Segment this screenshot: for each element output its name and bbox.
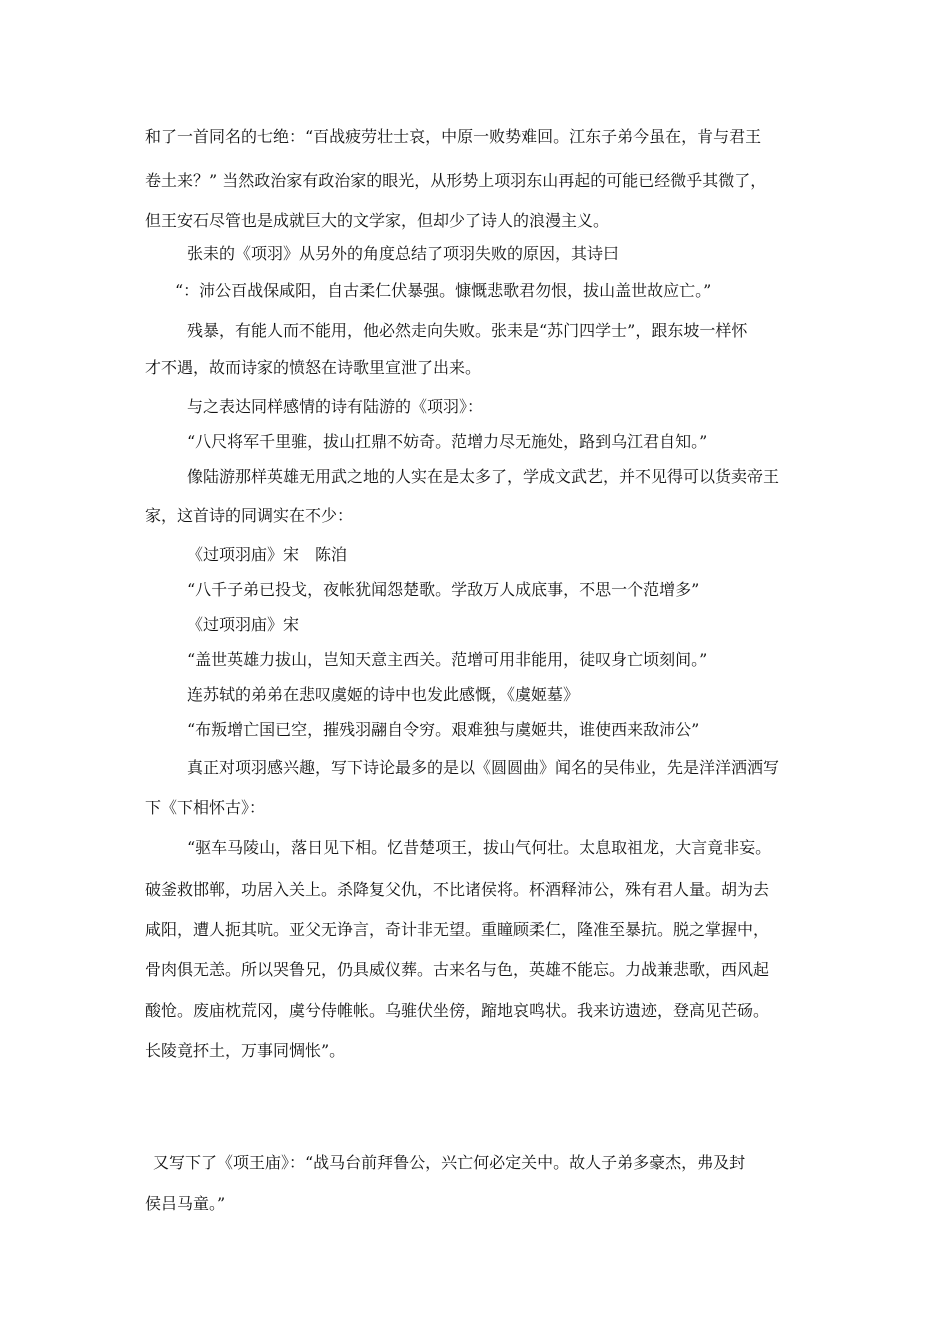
text-line: “：沛公百战保咸阳，自古柔仁伏暴强。慷慨悲歌君勿恨，拔山盖世故应亡。”: [175, 281, 712, 300]
text-line: “八尺将军千里骓，拔山扛鼎不妨奇。范增力尽无施处，路到乌江君自知。”: [187, 432, 708, 451]
text-line: 骨肉俱无恙。所以哭鲁兄，仍具威仪葬。古来名与色，英雄不能忘。力战兼悲歌，西风起: [145, 960, 770, 979]
text-line: 残暴，有能人而不能用，他必然走向失败。张耒是“苏门四学士”，跟东坡一样怀: [187, 321, 748, 340]
text-line: 但王安石尽管也是成就巨大的文学家，但却少了诗人的浪漫主义。: [145, 211, 610, 230]
text-line: 才不遇，故而诗家的愤怒在诗歌里宣泄了出来。: [145, 358, 482, 377]
text-line: 又写下了《项王庙》：“战马台前拜鲁公，兴亡何必定关中。故人子弟多豪杰，弗及封: [153, 1153, 746, 1172]
text-line: 张耒的《项羽》从另外的角度总结了项羽失败的原因，其诗曰: [187, 244, 620, 263]
text-line: 与之表达同样感情的诗有陆游的《项羽》：: [187, 397, 484, 416]
text-line: 《过项羽庙》宋: [187, 615, 300, 634]
text-line: “八千子弟已投戈，夜帐犹闻怨楚歌。学敌万人成底事，不思一个范增多”: [187, 580, 700, 599]
text-line: 下《下相怀古》：: [145, 798, 266, 817]
text-line: 酸怆。废庙枕荒冈，虞兮侍帷帐。乌骓伏坐傍，蹜地哀鸣状。我来访遗迹，登高见芒砀。: [145, 1001, 770, 1020]
text-line: “驱车马陵山，落日见下相。忆昔楚项王，拔山气何壮。太息取祖龙，大言竟非妄。: [187, 838, 772, 857]
text-line: 连苏轼的弟弟在悲叹虞姬的诗中也发此感慨，《虞姬墓》: [187, 685, 580, 704]
text-line: 真正对项羽感兴趣，写下诗论最多的是以《圆圆曲》闻名的吴伟业，先是洋洋洒洒写: [187, 758, 780, 777]
text-line: 《过项羽庙》宋 陈洎: [187, 545, 348, 564]
text-line: 像陆游那样英雄无用武之地的人实在是太多了，学成文武艺，并不见得可以货卖帝王: [187, 467, 780, 486]
text-line: 家，这首诗的同调实在不少：: [145, 506, 354, 525]
text-line: 破釜救邯郸，功居入关上。杀降复父仇，不比诸侯将。杯酒释沛公，殊有君人量。胡为去: [145, 880, 770, 899]
text-line: 和了一首同名的七绝：“百战疲劳壮士哀，中原一败势难回。江东子弟今虽在，肯与君王: [145, 127, 762, 146]
text-line: 卷土来？” 当然政治家有政治家的眼光，从形势上项羽东山再起的可能已经微乎其微了，: [145, 171, 767, 190]
text-line: “布叛增亡国已空，摧残羽翮自令穷。艰难独与虞姬共，谁使西来敌沛公”: [187, 720, 700, 739]
text-line: 长陵竟抔土，万事同惆怅”。: [145, 1041, 346, 1060]
text-line: 侯吕马童。”: [145, 1194, 226, 1213]
text-line: “盖世英雄力拔山，岂知天意主西关。范增可用非能用，徒叹身亡顷刻间。”: [187, 650, 708, 669]
text-line: 咸阳，遭人扼其吭。亚父无诤言，奇计非无望。重瞳顾柔仁，隆准至暴抗。脱之掌握中，: [145, 920, 770, 939]
